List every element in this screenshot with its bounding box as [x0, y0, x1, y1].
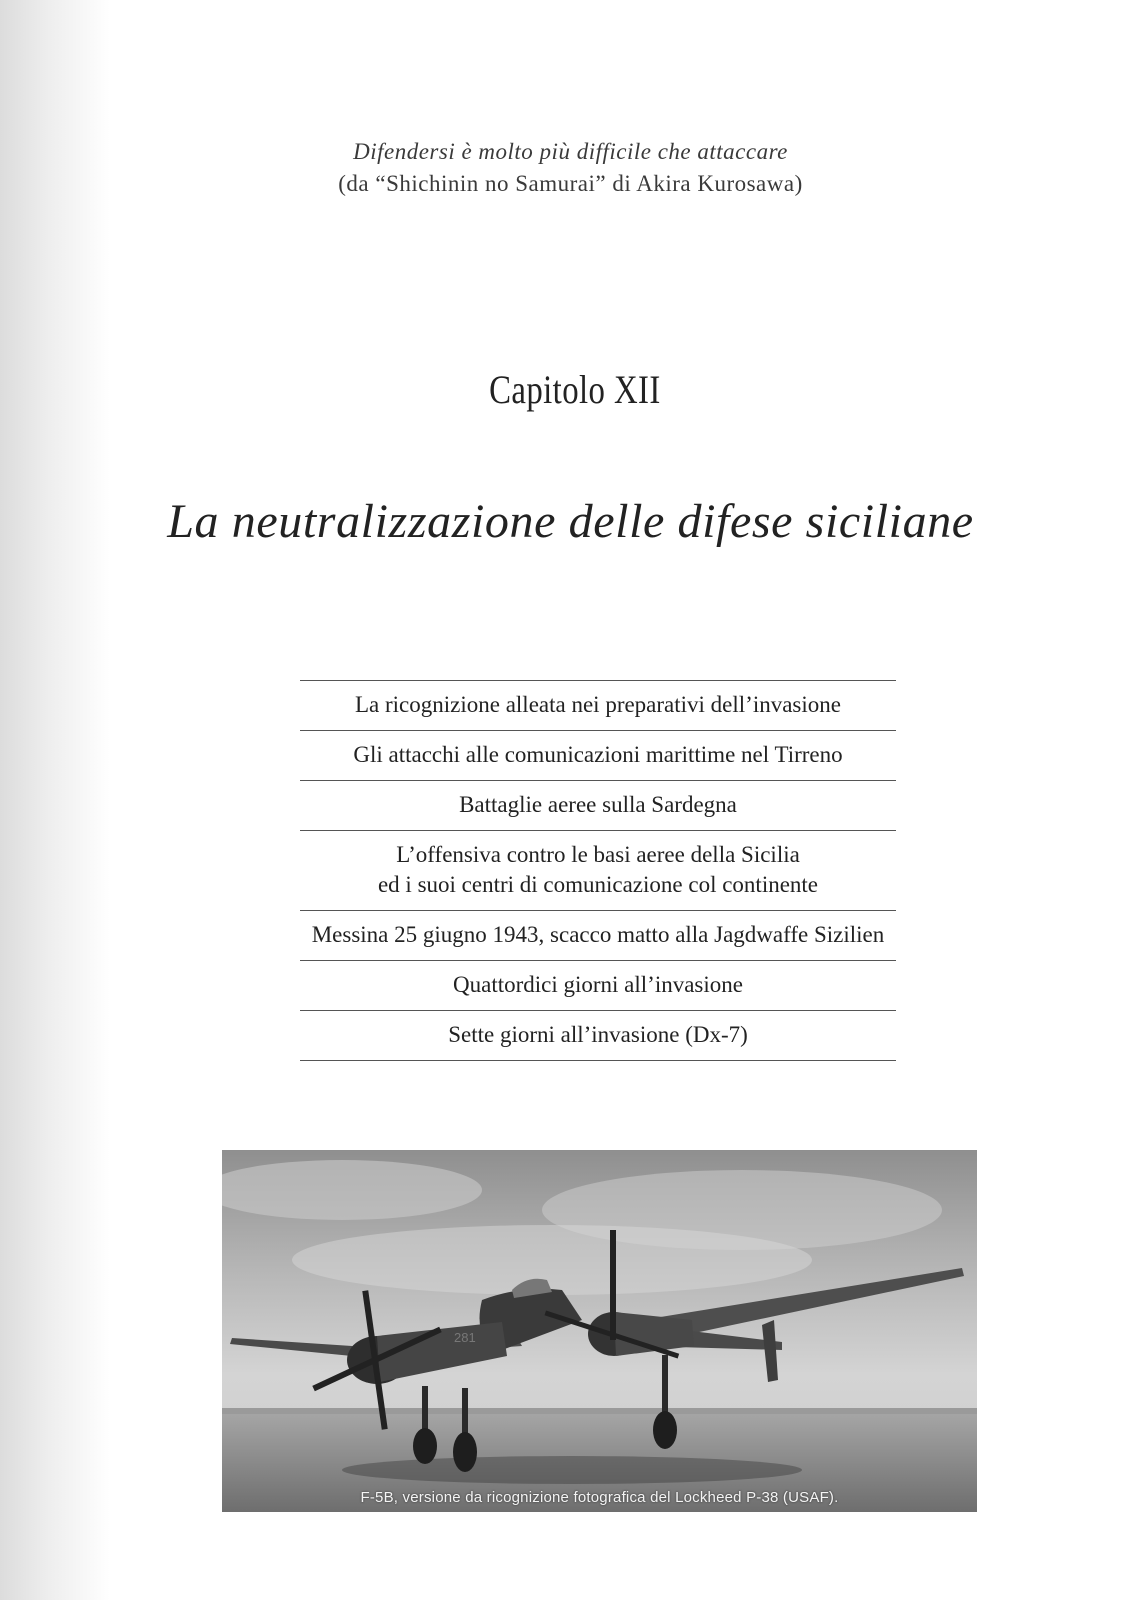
toc-item — [300, 1011, 896, 1061]
chapter-contents-list — [300, 680, 896, 1061]
toc-item-text: L’offensiva contro le basi aeree della Sicilia — [396, 842, 800, 867]
epigraph-quote: Difendersi è molto più difficile che attaccare — [353, 139, 788, 164]
toc-item — [300, 731, 896, 781]
toc-item-text: Sette giorni all’invasione (Dx-7) — [448, 1022, 748, 1047]
epigraph — [0, 136, 1141, 200]
toc-item-text: Messina 25 giugno 1943, scacco matto alla Jagdwaffe Sizilien — [311, 922, 885, 947]
aircraft-illustration — [222, 1150, 977, 1512]
chapter-title: La neutralizzazione delle difese siciliane — [167, 495, 974, 548]
toc-item — [300, 781, 896, 831]
epigraph-source: (da “Shichinin no Samurai” di Akira Kurosawa) — [338, 171, 803, 196]
toc-item — [300, 831, 896, 911]
toc-item — [300, 911, 896, 961]
aircraft-photo — [222, 1150, 977, 1512]
toc-item — [300, 961, 896, 1011]
toc-item-text: La ricognizione alleata nei preparativi dell’invasione — [355, 692, 841, 717]
toc-item-text: Gli attacchi alle comunicazioni marittime nel Tirreno — [353, 742, 843, 767]
toc-item-text: Battaglie aeree sulla Sardegna — [459, 792, 737, 817]
toc-item — [300, 681, 896, 731]
chapter-label: Capitolo XII — [489, 367, 661, 412]
toc-item-text: Quattordici giorni all’invasione — [453, 972, 743, 997]
svg-text:281: 281 — [454, 1330, 476, 1345]
page-gutter-shadow — [0, 0, 110, 1600]
photo-caption: F-5B, versione da ricognizione fotografica del Lockheed P-38 (USAF). — [360, 1489, 839, 1506]
toc-item-text: ed i suoi centri di comunicazione col continente — [377, 872, 819, 897]
